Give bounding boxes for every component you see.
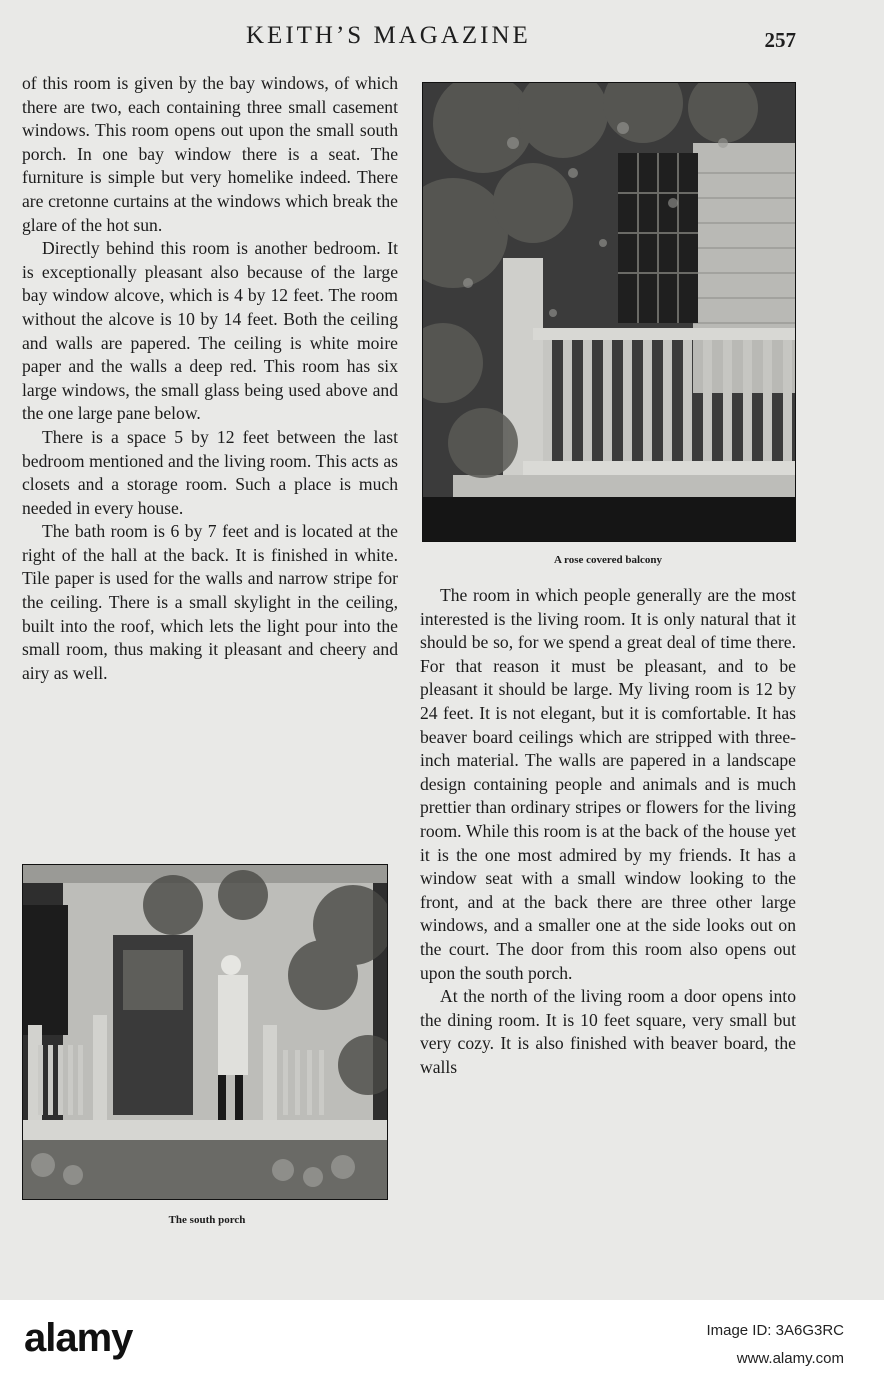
paragraph: of this room is given by the bay windows, of which there are two, each containing three small casement windows. This room opens out upon the small south porch. In one bay window there is a seat. The furniture is simple but very homelike indeed. There are cretonne curtains at the windows which break the glare of the hot sun. — [22, 73, 398, 235]
left-text-column — [22, 72, 398, 685]
page-header — [0, 22, 884, 56]
paragraph: There is a space 5 by 12 feet between the last bedroom mentioned and the living room. This acts as closets and a storage room. Such a place is much needed in every house. — [22, 426, 398, 518]
south-porch-caption: The south porch — [168, 1214, 246, 1226]
paragraph: Directly behind this room is another bedroom. It is exceptionally pleasant also because of the large bay window alcove, which is 4 by 12 feet. The room without the alcove is 10 by 14 feet. Both the ceiling and walls are papered. The ceiling is white moire paper and the walls a deep red. This room has six large windows, the small glass being used above and the one large pane below. — [22, 238, 398, 424]
paragraph: The bath room is 6 by 7 feet and is located at the right of the hall at the back. It is finished in white. Tile paper is used for the walls and narrow stripe for the ceiling. There is a small skylight in the ceiling, built into the roof, which lets the light pour into the small room, thus making it pleasant and cheery and airy as well. — [22, 521, 398, 683]
stock-footer — [0, 1300, 884, 1390]
page-number: 257 — [764, 28, 796, 52]
balcony-photo — [422, 82, 796, 542]
right-text-column — [420, 584, 796, 1079]
paragraph: At the north of the living room a door opens into the dining room. It is 10 feet square, very small but very cozy. It is also finished with beaver board, the walls — [420, 986, 796, 1077]
balcony-photo-illustration — [423, 83, 795, 541]
image-id: Image ID: 3A6G3RC — [706, 1322, 844, 1339]
paragraph: The room in which people generally are the most interested is the living room. It is only natural that it should be so, for we spend a great deal of time there. For that reason it must be pleasant, and to be pleasant it should be large. My living room is 12 by 24 feet. It is not elegant, but it is comfortable. It has beaver board ceilings which are stripped with three-inch material. The walls are papered in a landscape design containing people and animals and is much prettier than ordinary stripes or flowers for the living room. While this room is at the back of the house yet it is the one most admired by my friends. It has a window seat with a small window looking to the front, and at the back there are three other large windows, and a smaller one at the side looks out on the court. The door from this room also opens out upon the south porch. — [420, 585, 796, 983]
magazine-title: KEITH’S MAGAZINE — [246, 22, 531, 49]
south-porch-photo-illustration — [23, 865, 387, 1199]
alamy-logo: alamy — [24, 1316, 133, 1360]
balcony-caption: A rose covered balcony — [553, 554, 663, 566]
south-porch-photo — [22, 864, 388, 1200]
site-url: www.alamy.com — [736, 1350, 844, 1367]
